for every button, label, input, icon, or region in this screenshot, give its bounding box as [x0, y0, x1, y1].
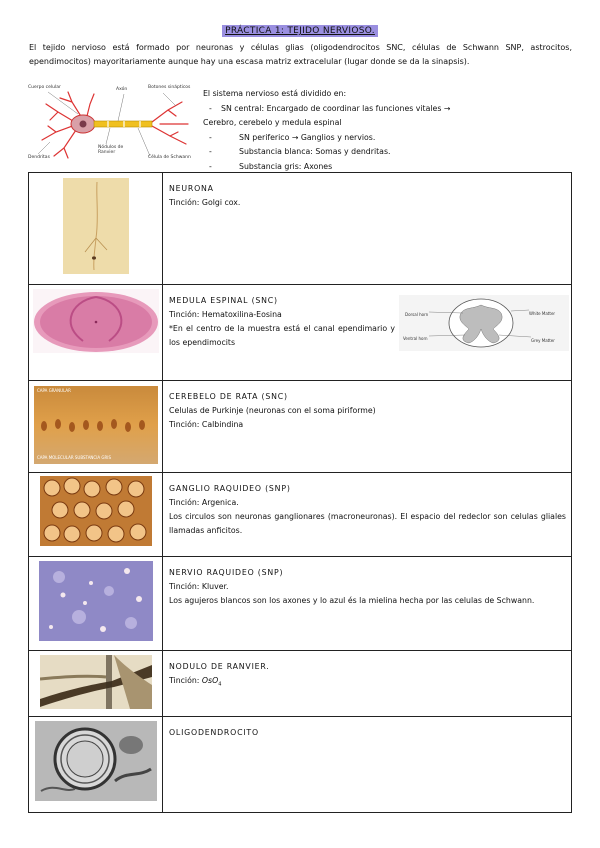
sample-row: [29, 717, 572, 813]
division-item: - SN periferico → Ganglios y nervios.: [203, 131, 578, 146]
intro-paragraph: El tejido nervioso está formado por neuronas y células glias (oligodendrocitos SNC, células de Schwann SNP, astrocitos, ependimocitos) mayoritariamente aunque hay una escasa matriz extracelular (lugar donde se da la sinapsis).: [29, 43, 572, 66]
sample-row: [29, 557, 572, 651]
division-item: - SN central: Encargado de coordinar las funciones vitales →: [203, 102, 578, 117]
sample-row: [29, 651, 572, 717]
sample-title: GANGLIO RAQUIDEO (SNP): [169, 484, 291, 493]
label-axon: Axón: [116, 87, 128, 92]
division-item: - Substancia gris: Axones: [203, 160, 578, 175]
label-nodes: Nódulos de Ranvier: [98, 145, 124, 155]
sample-row: [29, 381, 572, 473]
stain-formula: OsO: [201, 676, 219, 685]
label-ventral-horn: Ventral horn: [403, 336, 428, 341]
label-terminals: Botones sinápticos: [148, 85, 191, 90]
stain-subscript: 4: [218, 681, 222, 688]
label-capa-molecular: CAPA MOLECULAR SUBSTANCIA GRIS: [37, 455, 111, 460]
sample-title: MEDULA ESPINAL (SNC): [169, 296, 278, 305]
page-title: PRÁCTICA 1: TEJIDO NERVIOSO.: [0, 26, 600, 36]
division-item: - Substancia blanca: Somas y dendritas.: [203, 145, 578, 160]
divisions-heading: El sistema nervioso está dividido en:: [203, 89, 347, 98]
division-item-continuation: Cerebro, cerebelo y medula espinal: [203, 118, 342, 127]
sample-line: Tinción: Kluver.: [169, 582, 229, 591]
sample-line: Tinción: Calbindina: [169, 420, 244, 429]
neurona-micrograph: [63, 178, 129, 274]
neuron-diagram: [28, 84, 196, 162]
sample-line: Los circulos son neuronas ganglionares (macroneuronas). El espacio del redeclor son celulas gliales llamadas anficitos.: [169, 512, 566, 535]
sample-line: Tinción: Golgi cox.: [169, 198, 241, 207]
sample-title: NEURONA: [169, 184, 214, 193]
sample-line: *En el centro de la muestra está el canal ependimario y los ependimocits: [169, 324, 395, 347]
oligodendrocito-micrograph: [35, 721, 157, 801]
samples-table: [28, 172, 572, 813]
nervous-system-divisions: [203, 87, 578, 174]
ranvier-micrograph: [40, 655, 152, 709]
sample-line: Tinción: Hematoxilina-Eosina: [169, 310, 282, 319]
sample-title: OLIGODENDROCITO: [169, 728, 259, 737]
label-cell-body: Cuerpo celular: [28, 85, 61, 90]
ganglio-micrograph: [40, 476, 152, 546]
sample-row: [29, 173, 572, 285]
label-schwann: Célula de Schwann: [148, 155, 191, 160]
sample-row: [29, 285, 572, 381]
nervio-micrograph: [39, 561, 153, 641]
sample-line: Tinción: Argenica.: [169, 498, 239, 507]
sample-line: Tinción: OsO$_4$: [169, 676, 222, 688]
medula-micrograph: [33, 289, 159, 353]
label-white-matter: White Matter: [529, 311, 556, 316]
sample-title: CEREBELO DE RATA (SNC): [169, 392, 288, 401]
label-capa-granular: CAPA GRANULAR: [37, 388, 71, 393]
sample-row: [29, 473, 572, 557]
cerebelo-micrograph: [34, 386, 158, 464]
sample-line: Celulas de Purkinje (neuronas con el soma piriforme): [169, 406, 376, 415]
sample-title: NERVIO RAQUIDEO (SNP): [169, 568, 284, 577]
sample-title: NODULO DE RANVIER.: [169, 662, 270, 671]
spinal-cord-diagram: [399, 295, 569, 351]
label-dendrites: Dendritas: [28, 155, 50, 160]
label-grey-matter: Grey Matter: [531, 338, 555, 343]
label-dorsal-horn: Dorsal horn: [405, 312, 429, 317]
sample-line: Los agujeros blancos son los axones y lo azul és la mielina hecha por las celulas de Schwann.: [169, 596, 535, 605]
